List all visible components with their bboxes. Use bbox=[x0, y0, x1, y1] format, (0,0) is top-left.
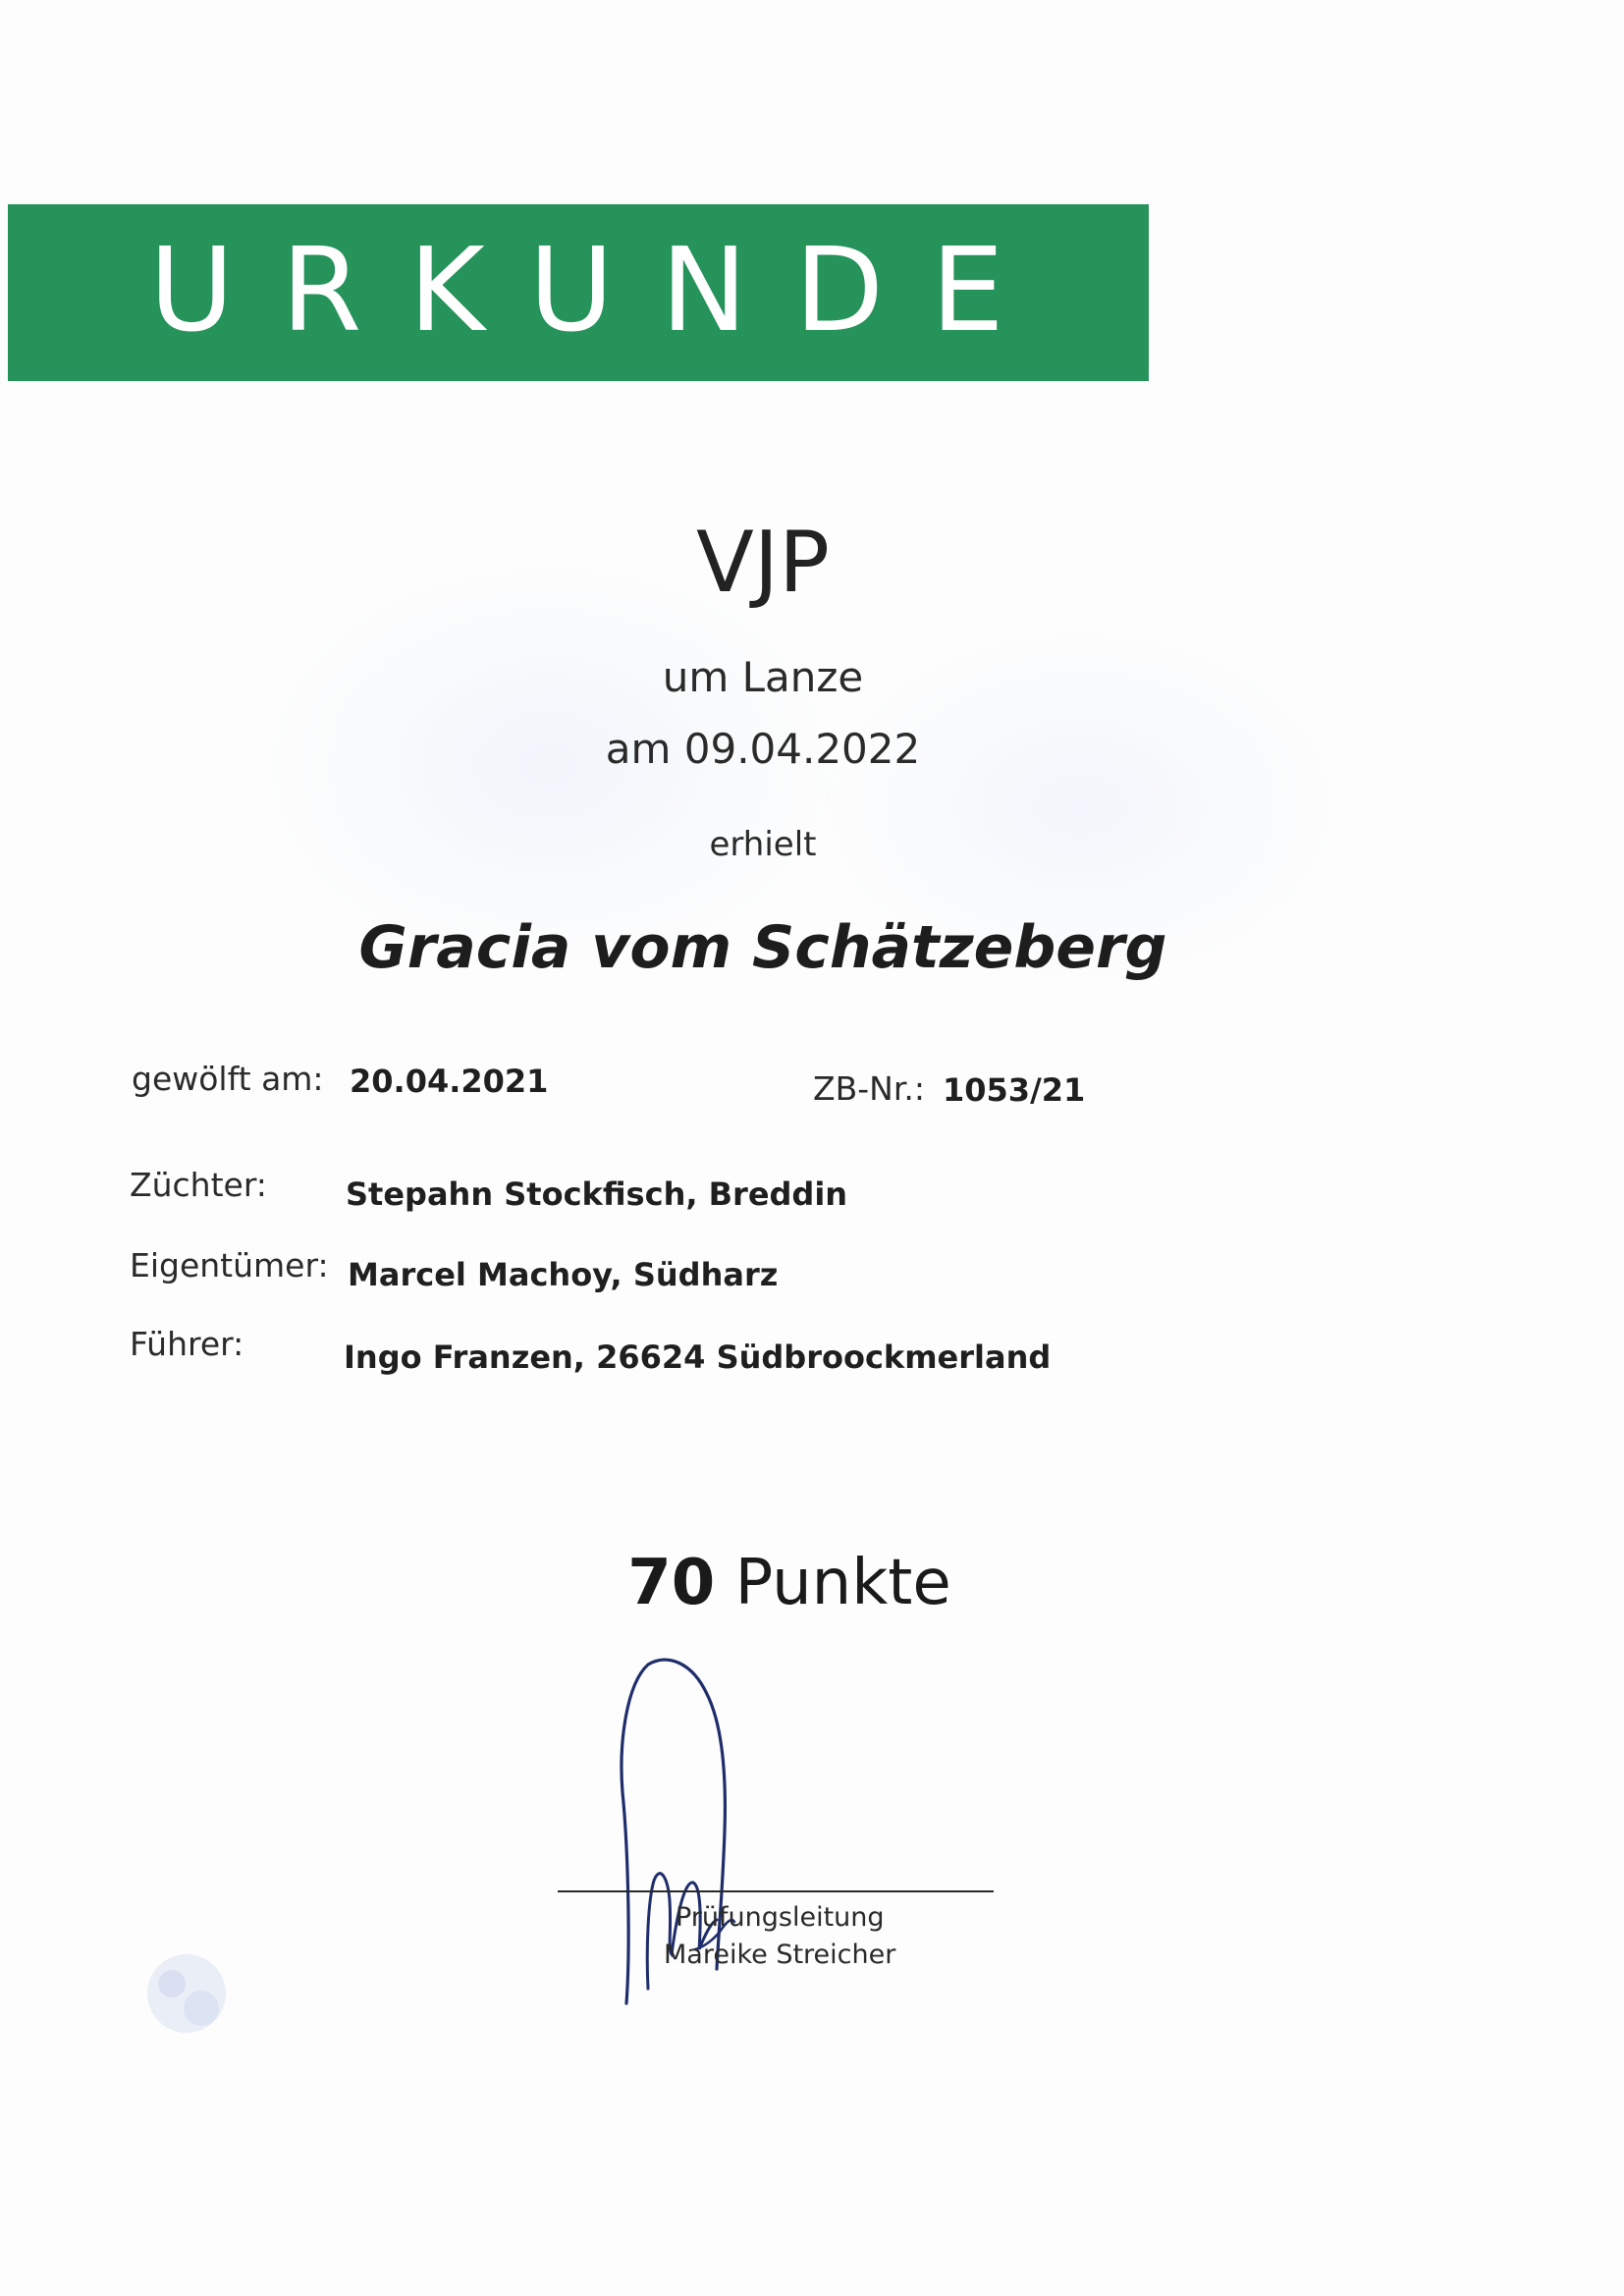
whelped-label: gewölft am: bbox=[132, 1060, 324, 1098]
zb-label: ZB-Nr.: bbox=[813, 1069, 925, 1108]
whelped-value: 20.04.2021 bbox=[350, 1063, 549, 1100]
exam-location: um Lanze bbox=[662, 653, 864, 701]
breeder-value: Stepahn Stockfisch, Breddin bbox=[346, 1175, 848, 1213]
dog-name: Gracia vom Schätzeberg bbox=[358, 913, 1167, 982]
points-result bbox=[0, 1547, 1579, 1619]
zb-value: 1053/21 bbox=[943, 1071, 1086, 1109]
signature-line bbox=[558, 1890, 994, 1892]
owner-value: Marcel Machoy, Südharz bbox=[348, 1256, 779, 1293]
signature-name: Mareike Streicher bbox=[664, 1940, 896, 1970]
points-value: 70 bbox=[627, 1547, 716, 1619]
signature-role: Prüfungsleitung bbox=[676, 1902, 885, 1933]
owner-label: Eigentümer: bbox=[130, 1246, 329, 1285]
handler-label: Führer: bbox=[130, 1325, 244, 1363]
certificate-title: URKUNDE bbox=[149, 222, 1052, 357]
breeder-label: Züchter: bbox=[130, 1166, 267, 1204]
exam-name: VJP bbox=[695, 514, 831, 612]
received-label: erhielt bbox=[709, 825, 817, 864]
exam-date: am 09.04.2022 bbox=[605, 725, 921, 773]
points-label: Punkte bbox=[734, 1547, 951, 1619]
faded-stamp-mark bbox=[118, 1940, 295, 2057]
handler-value: Ingo Franzen, 26624 Südbroockmerland bbox=[344, 1339, 1052, 1376]
